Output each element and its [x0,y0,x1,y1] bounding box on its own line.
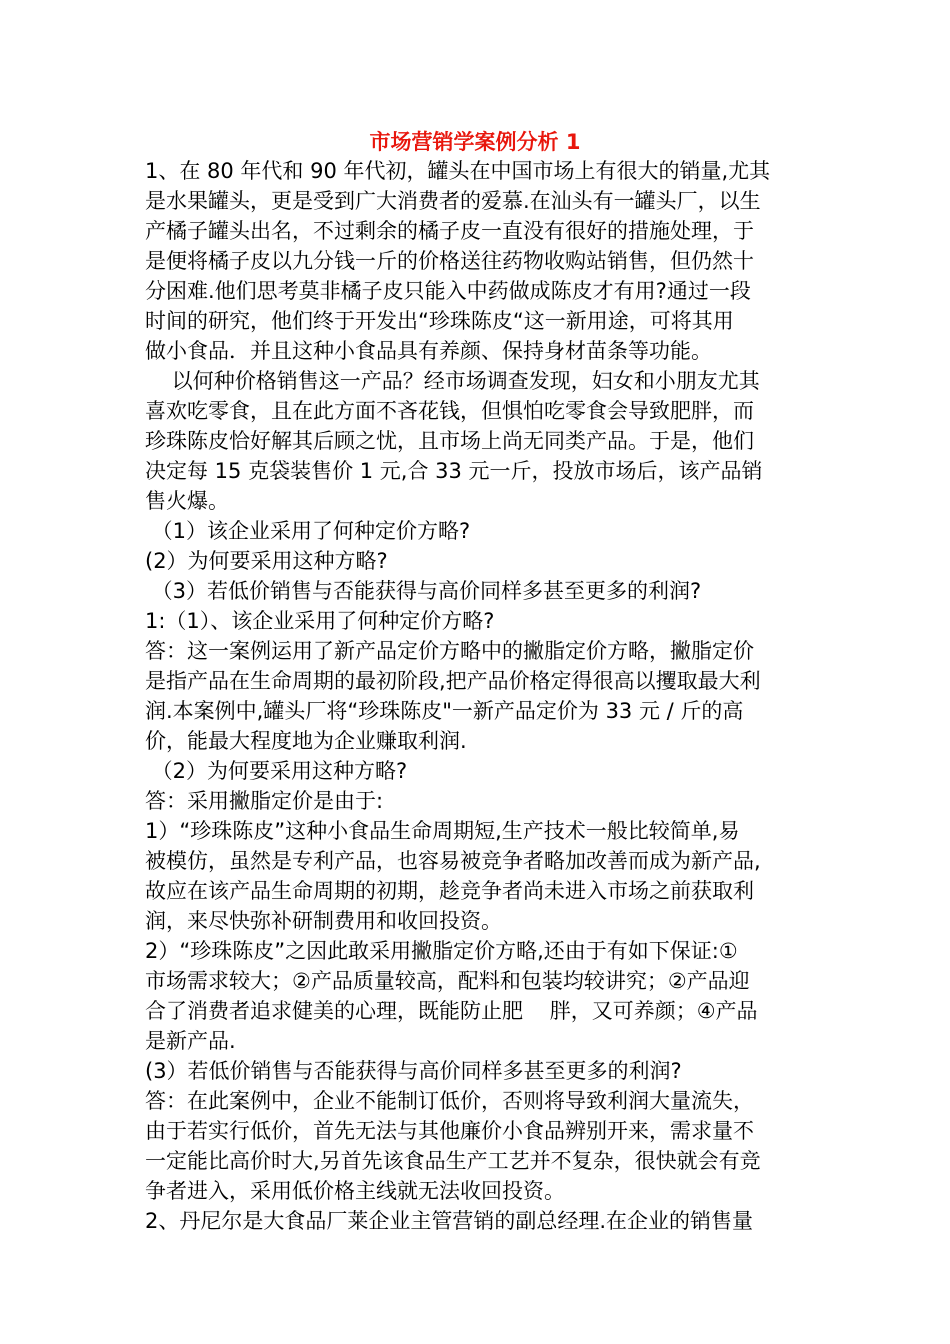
body-line: 由于若实行低价，首先无法与其他廉价小食品辨别开来，需求量不 [145,1119,754,1143]
body-line: 答：这一案例运用了新产品定价方略中的撇脂定价方略，撇脂定价 [145,639,754,663]
body-line: 是便将橘子皮以九分钱一斤的价格送往药物收购站销售，但仍然十 [145,249,754,273]
body-line: 是指产品在生命周期的最初阶段,把产品价格定得很高以攫取最大利 [145,669,761,693]
body-line: 1:（1）、该企业采用了何种定价方略? [145,609,495,633]
body-line: (2）为何要采用这种方略? [145,549,388,573]
body-line: （2）为何要采用这种方略? [145,759,408,783]
body-line: 被模仿，虽然是专利产品，也容易被竞争者略加改善而成为新产品, [145,849,761,873]
body-line: 答：采用撇脂定价是由于: [145,789,384,813]
body-line: 市场需求较大；②产品质量较高，配料和包装均较讲究；②产品迎 [145,969,750,993]
body-line: 润，来尽快弥补研制费用和收回投资。 [145,909,502,933]
body-line: 是水果罐头，更是受到广大消费者的爱慕.在汕头有一罐头厂，以生 [145,189,761,213]
body-line: 2）“珍珠陈皮”之因此敢采用撇脂定价方略,还由于有如下保证:① [145,939,738,963]
body-line: 以何种价格销售这一产品？经市场调查发现，妇女和小朋友尤其 [145,369,760,393]
body-line: 售火爆。 [145,489,229,513]
body-line: 是新产品. [145,1029,236,1053]
body-line: 一定能比高价时大,另首先该食品生产工艺并不复杂，很快就会有竞 [145,1149,761,1173]
body-line: 1、在 80 年代和 90 年代初，罐头在中国市场上有很大的销量,尤其 [145,159,771,183]
body-line: 产橘子罐头出名，不过剩余的橘子皮一直没有很好的措施处理，于 [145,219,754,243]
body-line: 价，能最大程度地为企业赚取利润. [145,729,467,753]
document-title: 市场营销学案例分析 1 [369,130,581,154]
body-line: 故应在该产品生命周期的初期，趁竞争者尚未进入市场之前获取利 [145,879,754,903]
body-line: 时间的研究，他们终于开发出“珍珠陈皮“这一新用途，可将其用 [145,309,734,333]
document-body [145,156,805,1236]
body-line: 做小食品．并且这种小食品具有养颜、保持身材苗条等功能。 [145,339,712,363]
body-line: 答：在此案例中，企业不能制订低价，否则将导致利润大量流失， [145,1089,754,1113]
body-line: （3）若低价销售与否能获得与高价同样多甚至更多的利润? [145,579,702,603]
body-line: 合了消费者追求健美的心理，既能防止肥 胖，又可养颜；④产品 [145,999,758,1023]
body-line: 2、丹尼尔是大食品厂莱企业主管营销的副总经理.在企业的销售量 [145,1209,754,1233]
body-line: （1）该企业采用了何种定价方略? [145,519,471,543]
body-line: 珍珠陈皮恰好解其后顾之忧，且市场上尚无同类产品。于是，他们 [145,429,754,453]
body-line: 争者进入，采用低价格主线就无法收回投资。 [145,1179,565,1203]
body-line: 润.本案例中,罐头厂将“珍珠陈皮"一新产品定价为 33 元 / 斤的高 [145,699,744,723]
body-line: 喜欢吃零食，且在此方面不吝花钱，但惧怕吃零食会导致肥胖，而 [145,399,754,423]
body-line: 1）“珍珠陈皮”这种小食品生命周期短,生产技术一般比较简单,易 [145,819,740,843]
body-line: 决定每 15 克袋装售价 1 元,合 33 元一斤，投放市场后，该产品销 [145,459,763,483]
body-line: 分困难.他们思考莫非橘子皮只能入中药做成陈皮才有用?通过一段 [145,279,751,303]
body-line: (3）若低价销售与否能获得与高价同样多甚至更多的利润? [145,1059,682,1083]
